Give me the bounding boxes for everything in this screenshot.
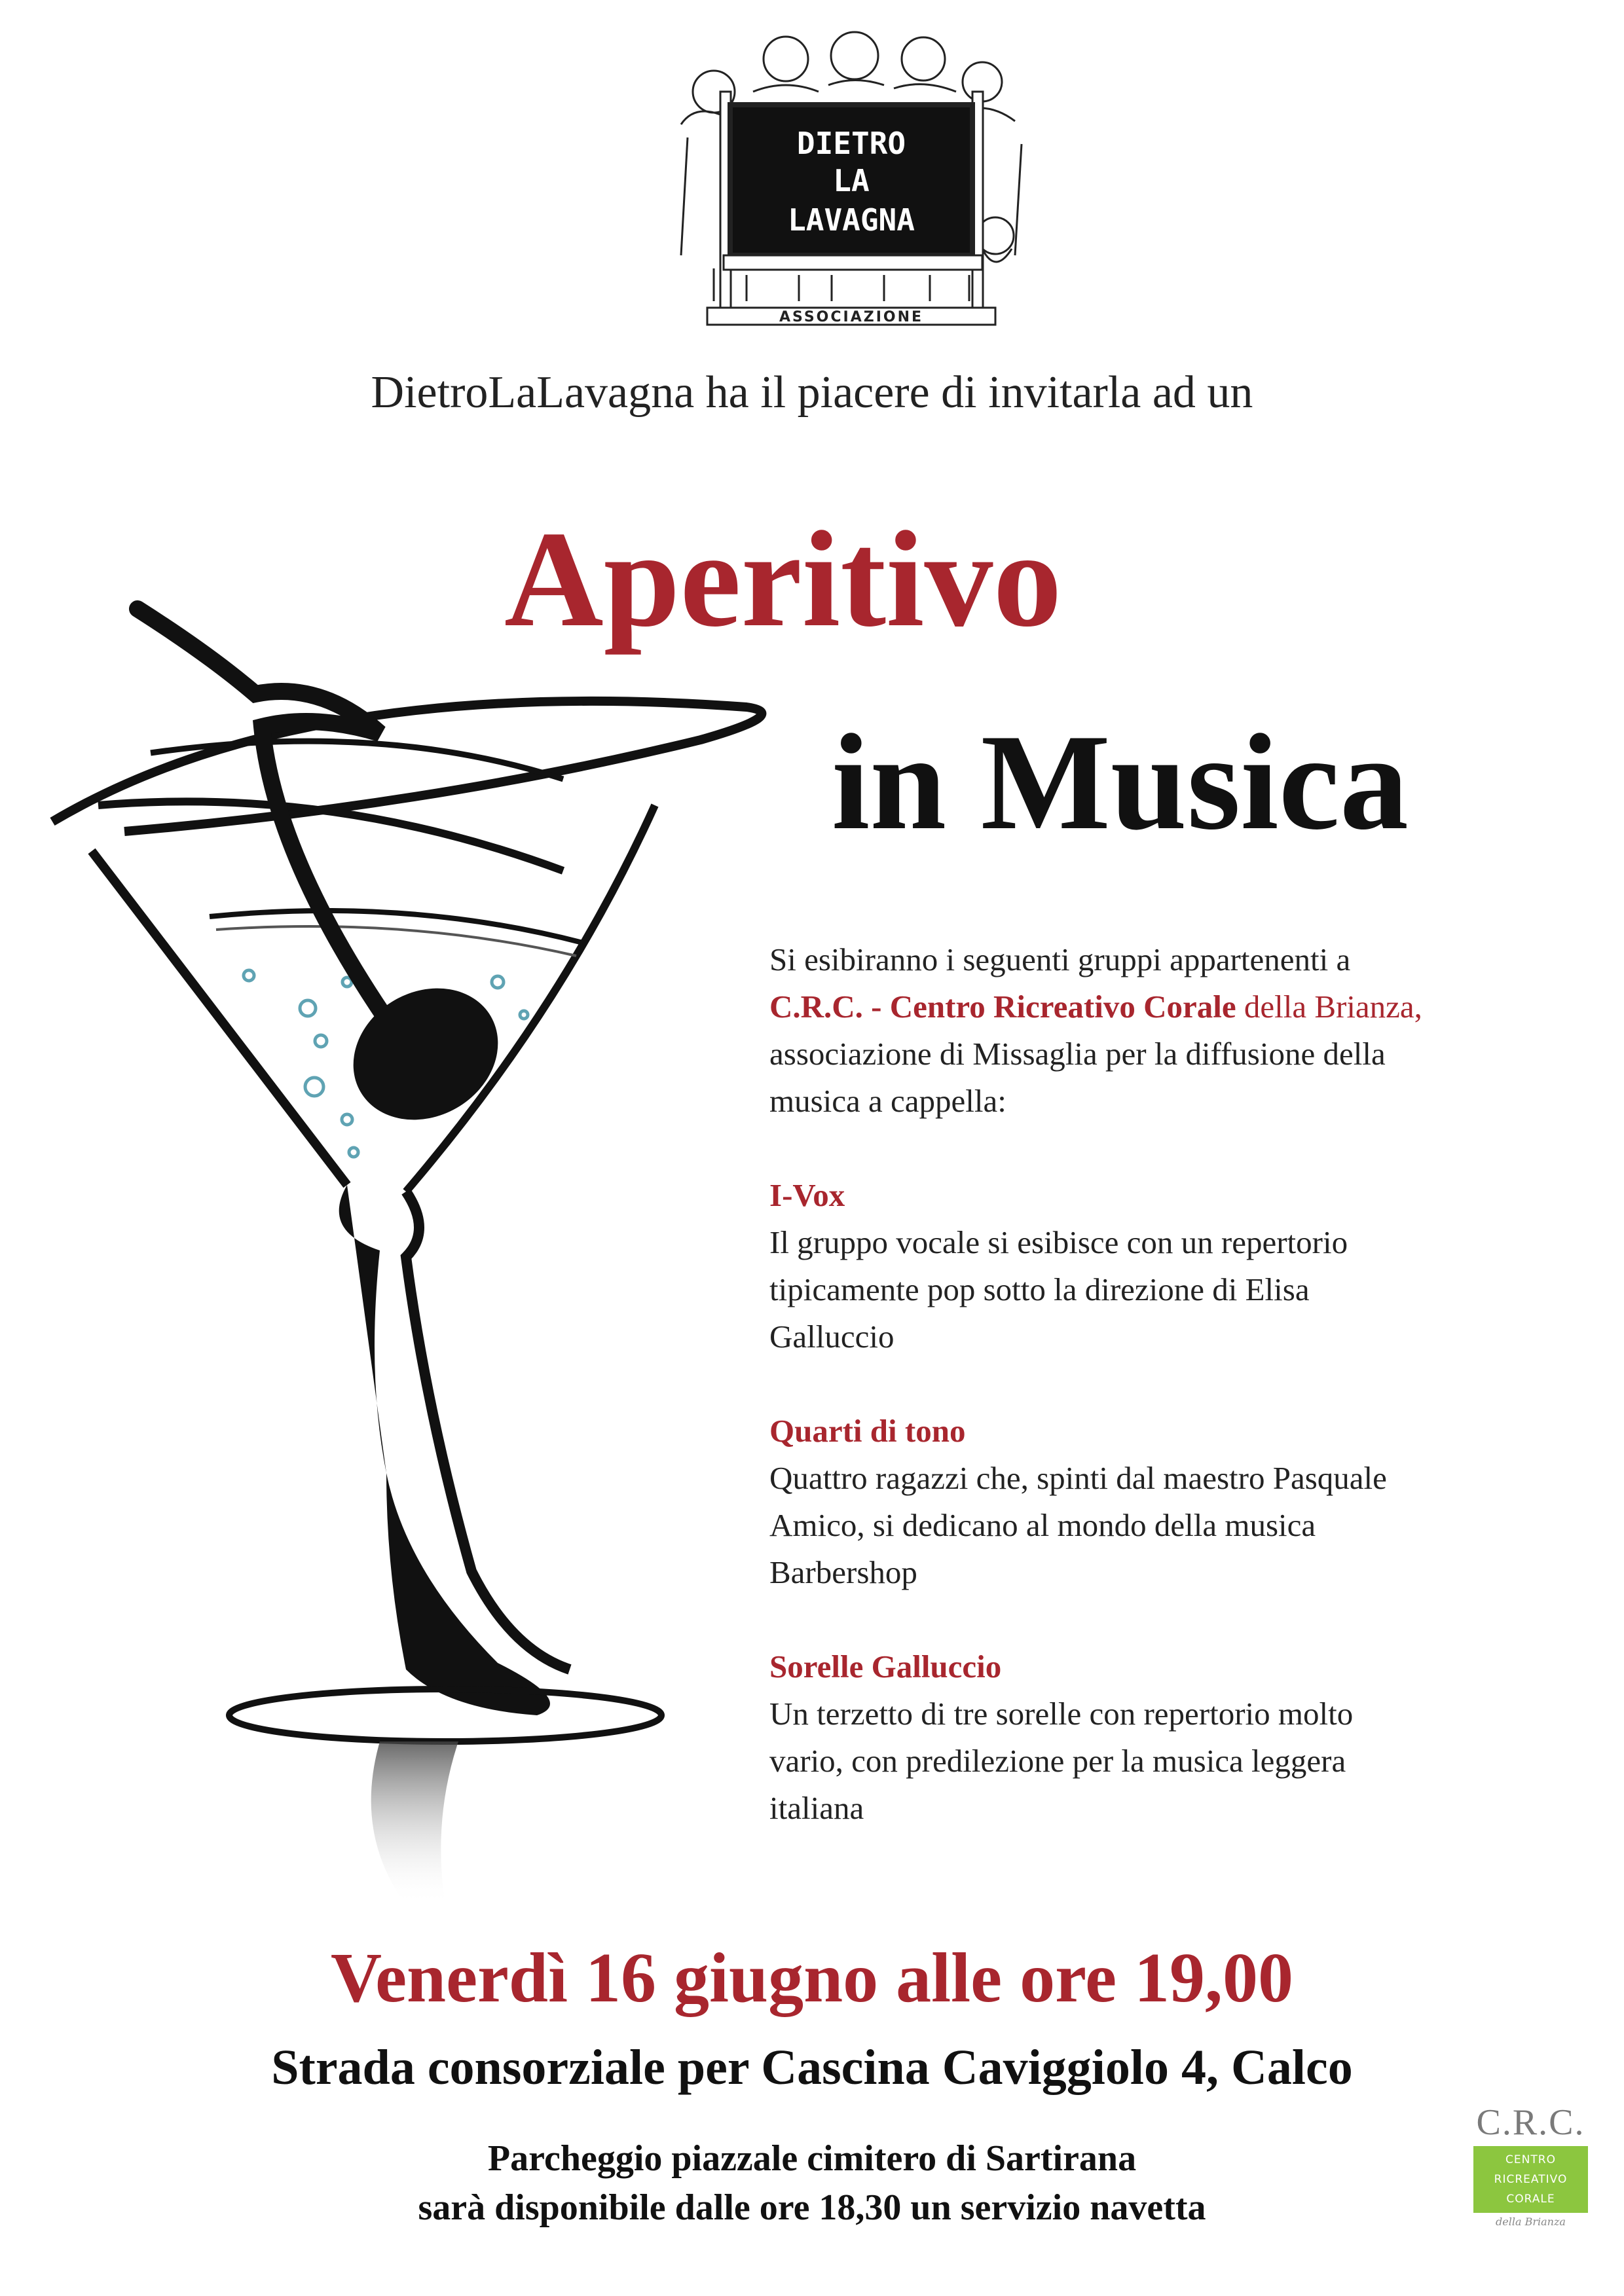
- description-line-4: musica a cappella:: [769, 1083, 1006, 1119]
- description-line-1: Si esibiranno i seguenti gruppi appartenenti a: [769, 941, 1351, 977]
- shuttle-info: sarà disponibile dalle ore 18,30 un servizio navetta: [418, 2187, 1206, 2228]
- crc-logo-sub: della Brianza: [1496, 2215, 1566, 2228]
- title-aperitivo: Aperitivo: [504, 503, 1062, 655]
- group-desc-line: Amico, si dedicano al mondo della musica: [769, 1507, 1316, 1543]
- group-name-sorelle-galluccio: Sorelle Galluccio: [769, 1649, 1002, 1685]
- event-date: Venerdì 16 giugno alle ore 19,00: [330, 1939, 1294, 2017]
- group-desc-line: Galluccio: [769, 1319, 895, 1355]
- group-desc-line: tipicamente pop sotto la direzione di Elisa: [769, 1271, 1310, 1307]
- crc-org-name: C.R.C. - Centro Ricreativo Corale: [769, 989, 1236, 1025]
- logo-line-1: DIETRO: [796, 126, 906, 161]
- crc-logo-line: CENTRO: [1505, 2153, 1556, 2166]
- group-desc-line: Un terzetto di tre sorelle con repertorio molto: [769, 1696, 1354, 1732]
- group-desc-line: vario, con predilezione per la musica leggera: [769, 1743, 1346, 1779]
- cocktail-music-note-illustration: [39, 589, 812, 1912]
- title-in-musica: in Musica: [832, 706, 1409, 858]
- intro-text: DietroLaLavagna ha il piacere di invitarla ad un: [371, 367, 1253, 418]
- event-address: Strada consorziale per Cascina Caviggiolo 4, Calco: [271, 2040, 1353, 2095]
- chalkboard-people-icon: [668, 20, 1035, 327]
- group-desc-line: Il gruppo vocale si esibisce con un repertorio: [769, 1224, 1348, 1260]
- crc-logo: [1473, 2102, 1588, 2275]
- crc-logo-box: [1473, 2146, 1588, 2213]
- parking-info: Parcheggio piazzale cimitero di Sartirana: [487, 2138, 1137, 2179]
- group-desc-line: Quattro ragazzi che, spinti dal maestro Pasquale: [769, 1460, 1387, 1496]
- logo-line-3: LAVAGNA: [788, 202, 915, 238]
- crc-logo-line: CORALE: [1506, 2193, 1555, 2206]
- logo-line-2: LA: [833, 163, 870, 198]
- group-desc-line: italiana: [769, 1790, 864, 1826]
- crc-logo-letters: C.R.C.: [1476, 2102, 1585, 2143]
- association-logo: [668, 20, 1035, 327]
- crc-logo-line: RICREATIVO: [1494, 2173, 1568, 2186]
- description-line-2: [769, 983, 1522, 1030]
- logo-sub: ASSOCIAZIONE: [779, 309, 924, 325]
- description-line-3: associazione di Missaglia per la diffusione della: [769, 1036, 1386, 1072]
- description-block: [769, 936, 1522, 1832]
- crc-org-rest: della Brianza,: [1236, 989, 1422, 1025]
- group-name-ivox: I-Vox: [769, 1177, 845, 1213]
- group-desc-line: Barbershop: [769, 1554, 917, 1590]
- group-name-quarti-di-tono: Quarti di tono: [769, 1413, 966, 1449]
